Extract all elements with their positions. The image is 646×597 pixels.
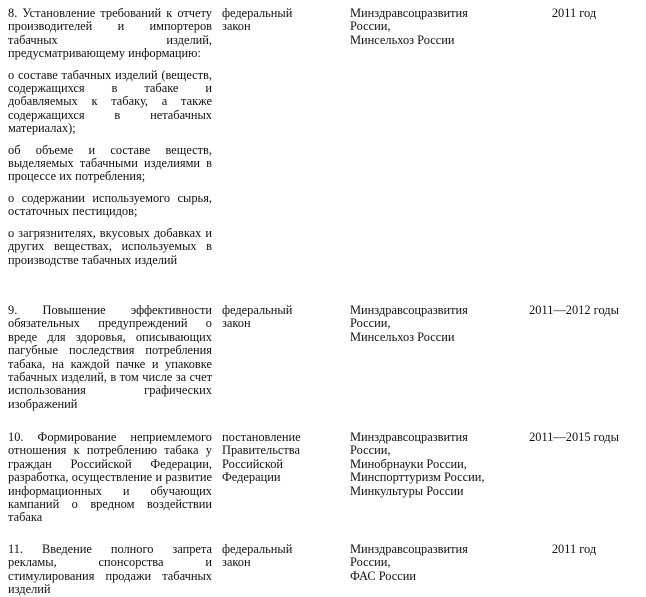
executor-line: России, bbox=[350, 443, 391, 458]
measure-paragraph: 10. Формирование неприемлемого отношения к потреблению табака у граждан Российской Федерации, разработка, осуществление и развитие информационных и обучающих кампаний о вредном воздействии табака bbox=[8, 430, 212, 525]
executor-line: России, bbox=[350, 555, 391, 570]
form-cell bbox=[222, 431, 330, 485]
form-line: федеральный bbox=[222, 6, 293, 20]
executor-line: Минспорттуризм России, bbox=[350, 470, 485, 485]
executor-line: Минздравсоцразвития bbox=[350, 6, 468, 20]
period-cell: 2011—2015 годы bbox=[529, 430, 619, 444]
measure-paragraph: 8. Установление требований к отчету производителей и импортеров табачных изделий, предусматривающему информацию: bbox=[8, 6, 212, 61]
executor-line: Минкультуры России bbox=[350, 483, 464, 498]
executor-line: России, bbox=[350, 19, 391, 34]
form-line: Российской bbox=[222, 456, 284, 471]
executor-cell bbox=[350, 431, 500, 498]
measure-paragraph: об объеме и составе веществ, выделяемых табачными изделиями в процессе их потребления; bbox=[8, 142, 212, 184]
form-line: Правительства bbox=[222, 443, 300, 458]
form-cell bbox=[222, 304, 330, 331]
executor-cell bbox=[350, 7, 500, 47]
measure-cell bbox=[8, 7, 212, 267]
executor-cell bbox=[350, 304, 500, 344]
form-line: федеральный bbox=[222, 542, 293, 556]
period-cell: 2011 год bbox=[551, 6, 597, 20]
measure-cell bbox=[8, 431, 212, 525]
form-line: постановление bbox=[222, 430, 301, 444]
executor-line: Минобрнауки России, bbox=[350, 456, 467, 471]
period-cell: 2011—2012 годы bbox=[529, 303, 619, 317]
measure-paragraph: 11. Введение полного запрета рекламы, спонсорства и стимулирования продажи табачных изделий bbox=[8, 542, 212, 597]
form-cell bbox=[222, 7, 330, 34]
form-line: закон bbox=[222, 19, 251, 34]
executor-line: Минсельхоз России bbox=[350, 32, 455, 47]
executor-line: ФАС России bbox=[350, 568, 417, 583]
measure-paragraph: о составе табачных изделий (веществ, содержащихся в табаке и добавляемых к табаку, а также содержащихся в нетабачных материалах); bbox=[8, 67, 212, 136]
executor-line: Минздравсоцразвития bbox=[350, 542, 468, 556]
period-cell: 2011 год bbox=[551, 542, 597, 556]
executor-line: Минздравсоцразвития bbox=[350, 303, 468, 317]
measure-cell bbox=[8, 543, 212, 597]
form-line: Федерации bbox=[222, 470, 281, 485]
measure-cell bbox=[8, 304, 212, 411]
executor-line: Минздравсоцразвития bbox=[350, 430, 468, 444]
executor-line: России, bbox=[350, 316, 391, 331]
measure-paragraph: о содержании используемого сырья, остаточных пестицидов; bbox=[8, 190, 212, 219]
executor-cell bbox=[350, 543, 500, 583]
measure-paragraph: о загрязнителях, вкусовых добавках и других веществах, используемых в производстве табачных изделий bbox=[8, 225, 212, 267]
form-line: закон bbox=[222, 316, 251, 331]
executor-line: Минсельхоз России bbox=[350, 329, 455, 344]
form-cell bbox=[222, 543, 330, 570]
form-line: закон bbox=[222, 555, 251, 570]
measure-paragraph: 9. Повышение эффективности обязательных предупреждений о вреде для здоровья, описывающих пагубные последствия потребления табака, на каждой пачке и упаковке табачных изделий, в том числе за счет использования графических изображений bbox=[8, 303, 212, 411]
form-line: федеральный bbox=[222, 303, 293, 317]
